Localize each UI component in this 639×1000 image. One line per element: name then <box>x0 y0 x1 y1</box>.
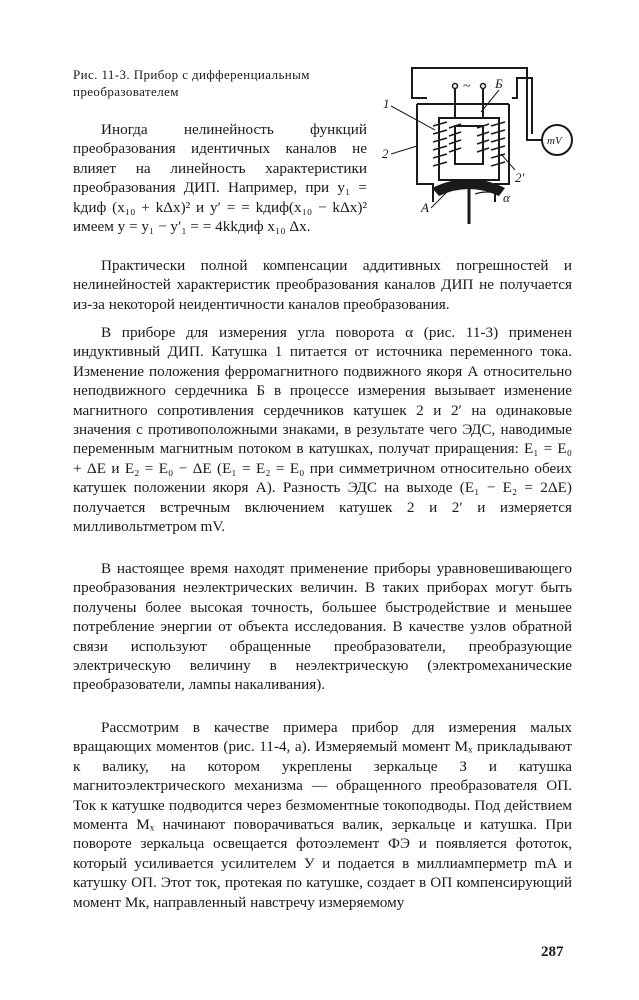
paragraph-3: В приборе для измерения угла поворота α (рис. 11-3) применен индуктивный ДИП. Катушка 1 питается от источника переменного тока. Изменение положения ферромагнитного подвижного якоря А относительно неподвижного сердечника Б в процессе измерения вызывает изменение магнитного сопротивления сердечников катушек 2 и 2′ на одинаковые значения с противоположными знаками, в результате чего ЭДС, наводимые переменным магнитным потоком в катушках, получат приращения: E₁ = E₀ + ΔE и E₂ = E₀ − ΔE (E₁ = E₂ = E₀ при симметричном относительно обеих катушек положении якоря А). Разность ЭДС на выходе (E₁ − E₂ = 2ΔE) получается встречным включением катушек 2 и 2′ и измеряется милливольтметром mV. <box>73 324 572 536</box>
label-coil-2prime: 2′ <box>515 170 525 185</box>
label-angle: α <box>503 190 510 205</box>
figure-caption: Рис. 11-3. Прибор с дифференциальным преобразователем <box>73 67 310 99</box>
differential-transducer-diagram <box>377 62 577 232</box>
label-ac-source: ~ <box>463 79 471 94</box>
paragraph-2: Практически полной компенсации аддитивных погрешностей и нелинейностей характеристик преобразования каналов ДИП не получается из-за некоторой неидентичности каналов преобразования. <box>73 257 572 313</box>
label-core: Б <box>495 76 503 91</box>
page-number: 287 <box>541 944 564 960</box>
label-meter: mV <box>547 135 562 147</box>
paragraph-1: Иногда нелинейность функций преобразования идентичных каналов не влияет на линейность характеристики преобразования ДИП. Например, при y₁ = kдиф (x₁₀ + kΔx)² и y′ = = kдиф(x₁₀ − kΔx)² имеем y = y₁ − y′₁ = = 4kkдиф x₁₀ Δx. <box>73 121 367 236</box>
label-coil-2: 2 <box>382 146 389 161</box>
paragraph-5: Рассмотрим в качестве примера прибор для измерения малых вращающих моментов (рис. 11-4, а). Измеряемый момент Mₓ прикладывают к валику, на котором укреплены зеркальце З и катушка магнитоэлектрического механизма — обращенного преобразователя ОП. Ток к катушке подводится через безмоментные токоподводы. Под действием момента Mₓ начинают поворачиваться валик, зеркальце и катушка. При повороте зеркальца освещается фотоэлемент ФЭ и появляется фототок, который усиливается усилителем У и подается в миллиамперметр mA и катушку ОП. Этот ток, протекая по катушке, создает в ОП компенсирующий момент Mк, направленный навстречу измеряемому <box>73 719 572 911</box>
label-armature: А <box>421 200 429 215</box>
label-coil-1: 1 <box>383 96 390 111</box>
paragraph-4: В настоящее время находят применение приборы уравновешивающего преобразования неэлектрических величин. В таких приборах могут быть получены более высокая точность, большее быстродействие и меньшее потребление энергии от объекта исследования. В качестве узлов обратной связи используют обращенные преобразователи, преобразующие электрическую величину в неэлектрическую (электромеханические преобразователи, лампы накаливания). <box>73 560 572 694</box>
